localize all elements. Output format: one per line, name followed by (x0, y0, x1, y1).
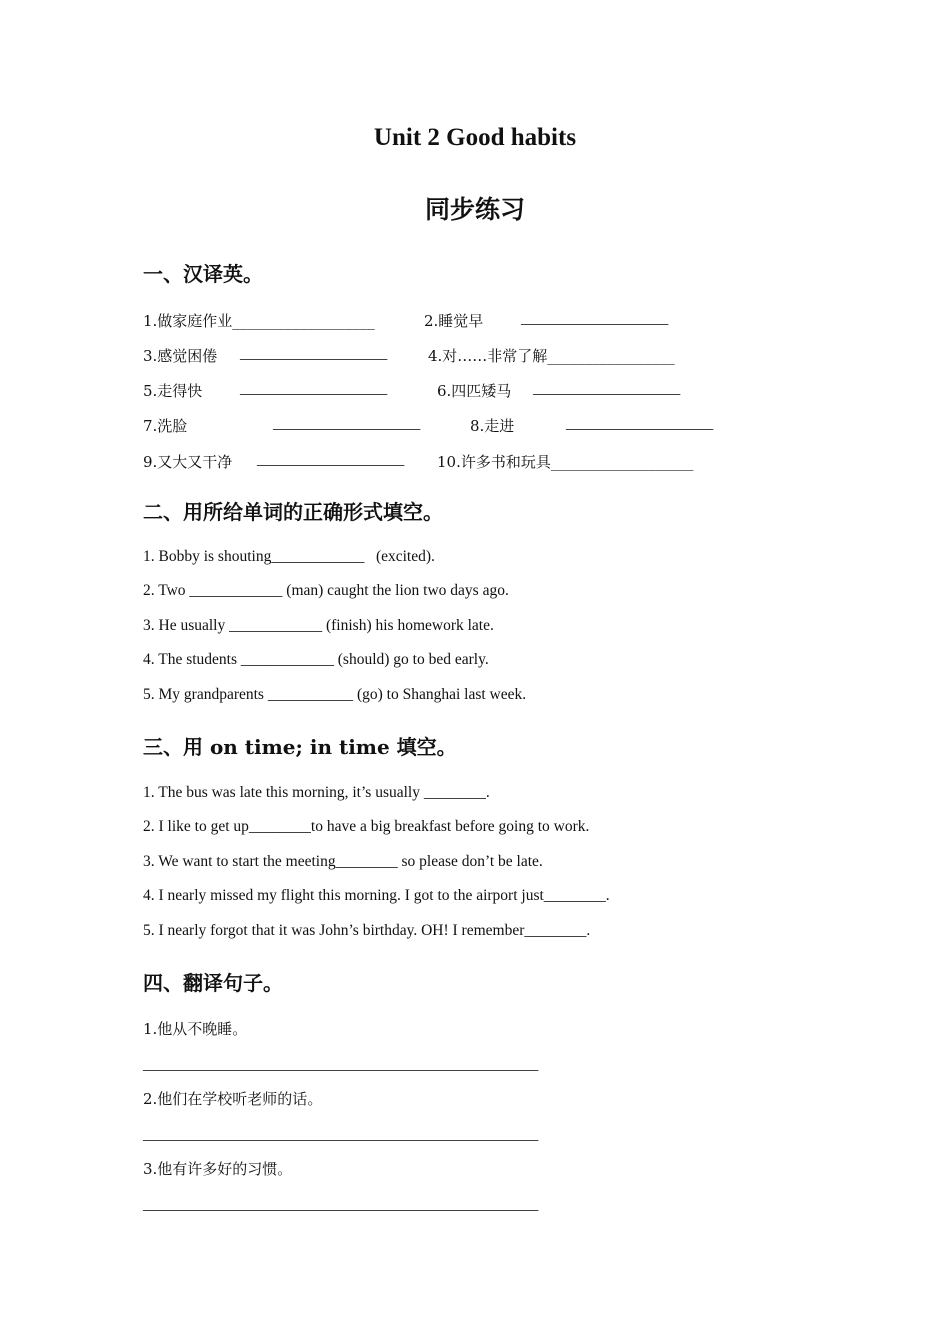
section-heading-1: 一、汉译英。 (143, 262, 263, 286)
exercise-item: 6.四匹矮马 (437, 382, 512, 400)
exercise-item: 4. I nearly missed my flight this morning. I got to the airport just________. (143, 887, 610, 904)
exercise-item: 1. The bus was late this morning, it’s usually ________. (143, 784, 490, 801)
exercise-item: 7.洗脸 (143, 417, 188, 435)
exercise-item: 1. Bobby is shouting____________ (excited). (143, 548, 435, 565)
exercise-item: 5. I nearly forgot that it was John’s birthday. OH! I remember________. (143, 922, 591, 939)
exercise-item: 8.走进 (470, 417, 515, 435)
answer-line: ___________________________________________________ (143, 1196, 539, 1213)
page-subtitle: 同步练习 (424, 195, 525, 224)
page-title: Unit 2 Good habits (373, 124, 577, 151)
exercise-item: 2.他们在学校听老师的话。 (143, 1090, 323, 1108)
exercise-item: 3.感觉困倦 (143, 347, 218, 365)
answer-blank: ___________________ (521, 310, 669, 327)
section-heading-2: 二、用所给单词的正确形式填空。 (143, 500, 443, 524)
answer-blank: ___________________ (273, 415, 421, 432)
exercise-item: 10.许多书和玩具___________________ (437, 453, 694, 471)
answer-line: ___________________________________________________ (143, 1056, 539, 1073)
answer-blank: ___________________ (566, 415, 714, 432)
exercise-item: 4. The students ____________ (should) go to bed early. (143, 651, 489, 668)
answer-blank: ___________________ (240, 380, 388, 397)
exercise-item: 3. We want to start the meeting________ so please don’t be late. (143, 853, 543, 870)
exercise-item: 4.对……非常了解_________________ (428, 347, 675, 365)
section-heading-4: 四、翻译句子。 (143, 971, 283, 995)
exercise-item: 9.又大又干净 (143, 453, 233, 471)
exercise-item: 1.做家庭作业___________________ (143, 312, 375, 330)
exercise-item: 2.睡觉早 (424, 312, 484, 330)
answer-blank: ___________________ (257, 451, 405, 468)
exercise-item: 1.他从不晚睡。 (143, 1020, 248, 1038)
exercise-item: 3.他有许多好的习惯。 (143, 1160, 293, 1178)
exercise-item: 5.走得快 (143, 382, 203, 400)
exercise-item: 5. My grandparents ___________ (go) to Shanghai last week. (143, 686, 527, 703)
exercise-item: 2. I like to get up________to have a big breakfast before going to work. (143, 818, 590, 835)
exercise-item: 2. Two ____________ (man) caught the lion two days ago. (143, 582, 509, 599)
answer-blank: ___________________ (533, 380, 681, 397)
exercise-item: 3. He usually ____________ (finish) his homework late. (143, 617, 494, 634)
section-heading-3: 三、用 on time; in time 填空。 (143, 735, 457, 759)
answer-blank: ___________________ (240, 345, 388, 362)
answer-line: ___________________________________________________ (143, 1126, 539, 1143)
